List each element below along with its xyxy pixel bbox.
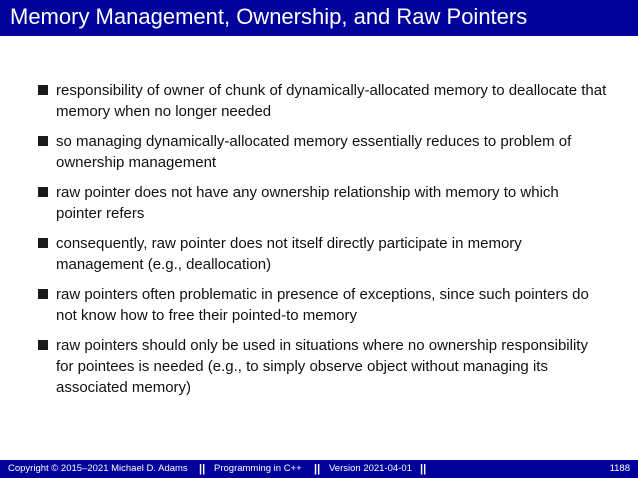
bullet-text: raw pointers often problematic in presence of exceptions, since such pointers do not know how to free their pointed-to memory (56, 286, 589, 324)
square-bullet-icon (38, 85, 48, 95)
bullet-item (38, 182, 608, 224)
slide-title: Memory Management, Ownership, and Raw Pointers (10, 4, 528, 29)
footer-bar (0, 460, 638, 478)
page-number: 1188 (609, 463, 630, 474)
bullet-text: raw pointers should only be used in situations where no ownership responsibility for pointees is needed (e.g., to simply observe object without managing its associated memory) (56, 337, 588, 396)
title-bar (0, 0, 638, 36)
square-bullet-icon (38, 238, 48, 248)
bullet-text: so managing dynamically-allocated memory essentially reduces to problem of ownership management (56, 133, 572, 171)
square-bullet-icon (38, 289, 48, 299)
bullet-item (38, 335, 608, 398)
bullet-item (38, 131, 608, 173)
square-bullet-icon (38, 340, 48, 350)
bullet-text: consequently, raw pointer does not itself directly participate in memory management (e.g., deallocation) (56, 235, 522, 273)
bullet-item (38, 80, 608, 122)
square-bullet-icon (38, 136, 48, 146)
square-bullet-icon (38, 187, 48, 197)
footer-separator: || (199, 463, 206, 475)
footer-separator: || (420, 463, 427, 475)
footer-course: Programming in C++ (214, 463, 302, 474)
footer-copyright: Copyright © 2015–2021 Michael D. Adams (8, 463, 188, 474)
bullet-item (38, 284, 608, 326)
bullet-text: raw pointer does not have any ownership relationship with memory to which pointer refers (56, 184, 559, 222)
footer-separator: || (314, 463, 321, 475)
bullet-item (38, 233, 608, 275)
bullet-list (38, 80, 608, 407)
bullet-text: responsibility of owner of chunk of dynamically-allocated memory to deallocate that memory when no longer needed (56, 82, 607, 120)
footer-version: Version 2021-04-01 (329, 463, 412, 474)
